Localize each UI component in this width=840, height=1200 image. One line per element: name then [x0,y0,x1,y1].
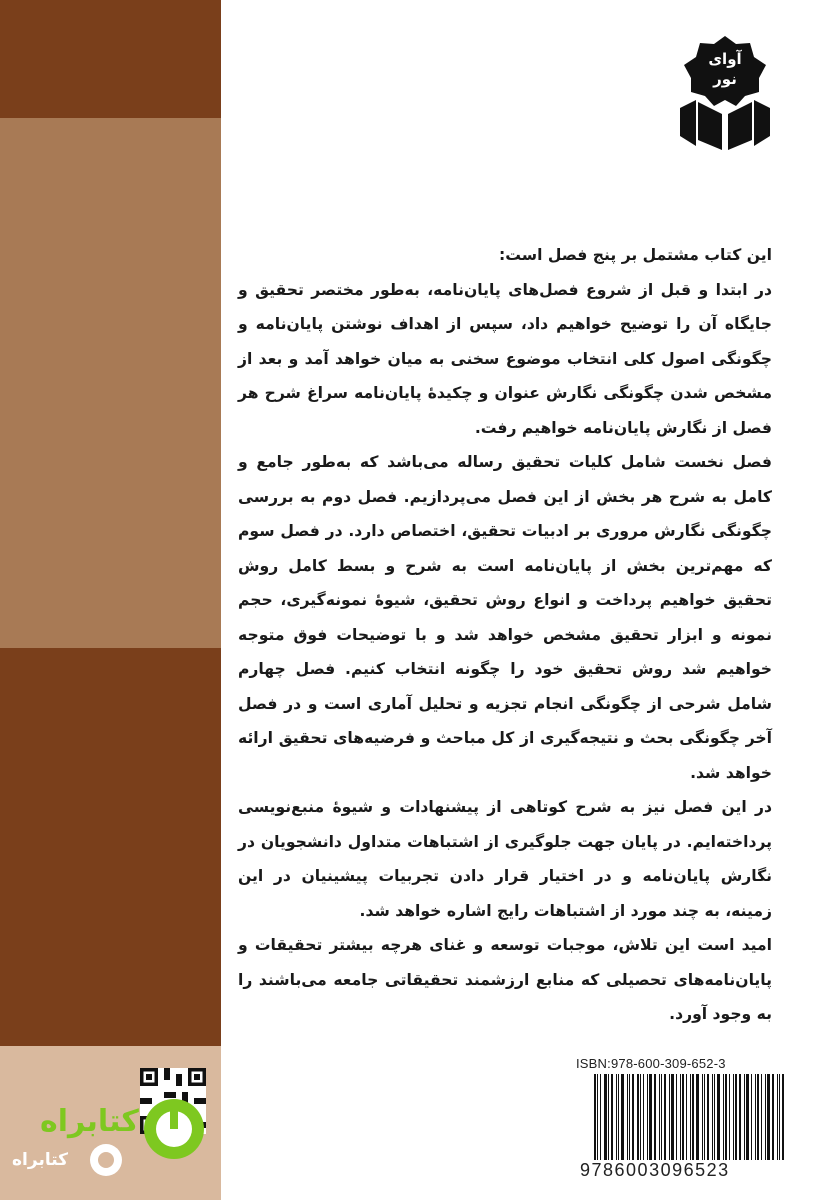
barcode-bar [600,1074,601,1160]
barcode-bar [647,1074,648,1160]
barcode-bar [707,1074,709,1160]
barcode-bar [723,1074,724,1160]
barcode-bar [627,1074,628,1160]
barcode-bar [733,1074,734,1160]
barcode [594,1074,790,1160]
barcode-bar [690,1074,691,1160]
barcode-bar [659,1074,660,1160]
barcode-bar [714,1074,715,1160]
barcode-bar [597,1074,598,1160]
barcode-bar [604,1074,607,1160]
barcode-bar [680,1074,681,1160]
barcode-bar [629,1074,630,1160]
barcode-bar [757,1074,759,1160]
barcode-bar [704,1074,705,1160]
barcode-bar [739,1074,741,1160]
spine-band-lower [0,648,221,1046]
paragraph-closing: امید است این تلاش، موجبات توسعه و غنای هرچه بیشتر تحقیقات و پایان‌نامه‌های تحصیلی که منابع ارزشمند تحقیقاتی جامعه می‌باشند را به وجود آورد. [238,936,772,1023]
barcode-bar [729,1074,730,1160]
barcode-bar [782,1074,784,1160]
barcode-bar [767,1074,770,1160]
publisher-logo-line2: نور [713,70,737,88]
watermark-text: کتابراه [40,1104,139,1139]
barcode-bar [696,1074,699,1160]
barcode-bar [654,1074,656,1160]
barcode-bar [686,1074,687,1160]
barcode-bar [637,1074,639,1160]
barcode-bar [712,1074,713,1160]
watermark-small-badge-icon [88,1142,124,1178]
watermark-small-text: کتابراه [12,1150,69,1170]
barcode-bar [643,1074,644,1160]
back-cover-text [238,238,772,1032]
barcode-bar [621,1074,624,1160]
paragraph-introduction: در ابتدا و قبل از شروع فصل‌های پایان‌نامه، به‌طور مختصر تحقیق و جایگاه آن را توضیح خواهیم داد، سپس از اهداف نوشتن پایان‌نامه و چگونگی اصول کلی انتخاب موضوع سخنی به میان خواهد آمد و بعد از مشخص شدن چگونگی نگارش عنوان و چکیدهٔ پایان‌نامه سراغ شرح هر فصل از نگارش پایان‌نامه خواهیم رفت. [238,280,772,437]
barcode-bar [664,1074,666,1160]
barcode-bar [682,1074,684,1160]
watermark-badge-icon [140,1095,208,1163]
barcode-bar [669,1074,670,1160]
barcode-bar [676,1074,677,1160]
barcode-bar [735,1074,737,1160]
barcode-bar [594,1074,596,1160]
barcode-bar [616,1074,617,1160]
intro-line: این کتاب مشتمل بر پنج فصل است: [499,246,772,264]
publisher-logo-line1: آوای [708,50,742,68]
barcode-bar [608,1074,609,1160]
barcode-bar [772,1074,774,1160]
barcode-bar [702,1074,703,1160]
barcode-bar [611,1074,613,1160]
barcode-bar [725,1074,727,1160]
barcode-bar [649,1074,652,1160]
spine-band-middle [0,118,221,648]
spine-band-top [0,0,221,118]
barcode-bar [746,1074,749,1160]
barcode-bar [777,1074,778,1160]
paragraph-chapters: فصل نخست شامل کلیات تحقیق رساله می‌باشد که به‌طور جامع و کامل به شرح هر بخش از این فصل می‌پردازیم. فصل دوم به بررسی چگونگی نگارش مروری بر ادبیات تحقیق، اختصاص دارد. در فصل سوم که مهم‌ترین بخش از پایان‌نامه است به شرح و بسط کامل روش تحقیق خواهیم پرداخت و انواع روش تحقیق، شیوهٔ نمونه‌گیری، حجم نمونه و ابزار تحقیق مشخص خواهد شد و با توضیحات فوق متوجه خواهیم شد روش تحقیق خود را چگونه انتخاب کنیم. فصل چهارم شامل شرحی از چگونگی انجام تجزیه و تحلیل آماری است و در فصل آخر چگونگی بحث و نتیجه‌گیری از کل مباحث و فرضیه‌های تحقیق ارائه خواهد شد. [238,453,772,782]
isbn-label: ISBN:978-600-309-652-3 [576,1056,726,1071]
barcode-digits: 9786003096523 [580,1160,730,1180]
paragraph-suggestions: در این فصل نیز به شرح کوتاهی از پیشنهادات و شیوهٔ منبع‌نویسی پرداخته‌ایم. در پایان جهت جلوگیری از اشتباهات متداول دانشجویان در نگارش پایان‌نامه و در اختیار قرار دادن تجربیات پیشینیان در این زمینه، به چند مورد از اشتباهات رایج اشاره خواهد شد. [238,798,772,920]
publisher-logo [676,34,774,152]
barcode-bar [671,1074,674,1160]
barcode-bar [692,1074,694,1160]
barcode-bar [744,1074,745,1160]
barcode-bar [661,1074,662,1160]
barcode-bar [751,1074,752,1160]
barcode-bar [618,1074,619,1160]
barcode-bar [640,1074,641,1160]
barcode-bar [779,1074,780,1160]
barcode-bar [761,1074,762,1160]
barcode-bar [717,1074,720,1160]
barcode-bar [755,1074,756,1160]
barcode-bar [765,1074,766,1160]
barcode-bar [632,1074,634,1160]
